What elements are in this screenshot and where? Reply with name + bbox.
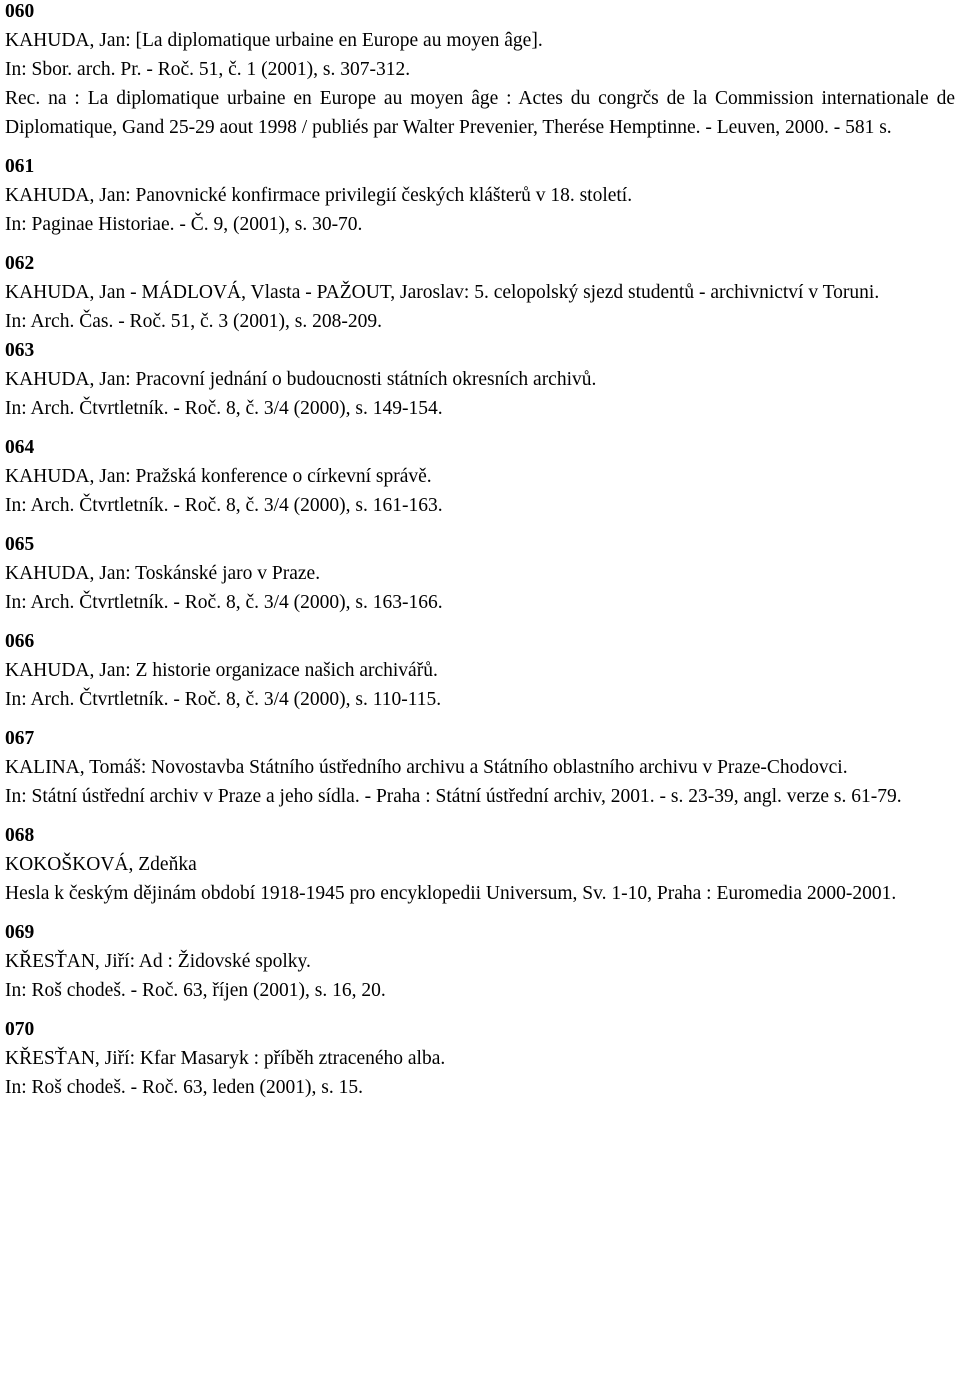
entry-067 <box>5 724 955 811</box>
entry-number: 064 <box>5 437 35 458</box>
entry-title: Hesla k českým dějinám období 1918-1945 pro encyklopedii Universum, Sv. 1-10, Praha : Euromedia 2000-2001. <box>5 883 897 904</box>
entry-number: 061 <box>5 156 35 177</box>
entry-source: In: Roš chodeš. - Roč. 63, leden (2001), s. 15. <box>5 1077 363 1098</box>
entry-source: In: Arch. Čtvrtletník. - Roč. 8, č. 3/4 (2000), s. 110-115. <box>5 689 442 710</box>
entry-number: 069 <box>5 922 35 943</box>
entry-number: 063 <box>5 340 35 361</box>
entry-source: In: Státní ústřední archiv v Praze a jeho sídla. - Praha : Státní ústřední archiv, 2001. - s. 23-39, angl. verze s. 61-79. <box>5 786 902 807</box>
entry-number: 066 <box>5 631 35 652</box>
entry-title: KAHUDA, Jan: Pražská konference o církevní správě. <box>5 466 432 487</box>
bibliography-page <box>5 0 955 1102</box>
entry-066 <box>5 627 955 714</box>
entry-number: 060 <box>5 1 35 22</box>
entry-source: In: Arch. Čtvrtletník. - Roč. 8, č. 3/4 (2000), s. 149-154. <box>5 398 443 419</box>
entry-065 <box>5 530 955 617</box>
entry-author: KOKOŠKOVÁ, Zdeňka <box>5 854 197 875</box>
entry-source: In: Sbor. arch. Pr. - Roč. 51, č. 1 (2001), s. 307-312. <box>5 59 411 80</box>
entry-061 <box>5 152 955 239</box>
entry-number: 070 <box>5 1019 35 1040</box>
entry-title: KAHUDA, Jan: Pracovní jednání o budoucnosti státních okresních archivů. <box>5 369 597 390</box>
entry-title: KŘESŤAN, Jiří: Kfar Masaryk : příběh ztraceného alba. <box>5 1048 446 1069</box>
entry-068 <box>5 821 955 908</box>
entry-063 <box>5 336 955 423</box>
entry-title: KŘESŤAN, Jiří: Ad : Židovské spolky. <box>5 951 311 972</box>
entry-source: In: Roš chodeš. - Roč. 63, říjen (2001), s. 16, 20. <box>5 980 386 1001</box>
entry-review-note: Rec. na : La diplomatique urbaine en Europe au moyen âge : Actes du congrčs de la Commission internationale de Diplomatique, Gand 25-29 aout 1998 / publiés par Walter Prevenier, Therése Hemptinne. - Leuven, 2000. - 581 s. <box>5 88 955 138</box>
entry-source: In: Arch. Čas. - Roč. 51, č. 3 (2001), s. 208-209. <box>5 311 382 332</box>
entry-064 <box>5 433 955 520</box>
entry-source: In: Arch. Čtvrtletník. - Roč. 8, č. 3/4 (2000), s. 163-166. <box>5 592 443 613</box>
entry-069 <box>5 918 955 1005</box>
entry-title: KAHUDA, Jan: Toskánské jaro v Praze. <box>5 563 321 584</box>
entry-title: KAHUDA, Jan: [La diplomatique urbaine en Europe au moyen âge]. <box>5 30 543 51</box>
entry-source: In: Paginae Historiae. - Č. 9, (2001), s. 30-70. <box>5 214 363 235</box>
entry-title: KAHUDA, Jan - MÁDLOVÁ, Vlasta - PAŽOUT, Jaroslav: 5. celopolský sjezd studentů - archivnictví v Toruni. <box>5 282 880 303</box>
entry-070 <box>5 1015 955 1102</box>
entry-number: 067 <box>5 728 35 749</box>
entry-number: 062 <box>5 253 35 274</box>
entry-number: 065 <box>5 534 35 555</box>
entry-title: KAHUDA, Jan: Panovnické konfirmace privilegií českých klášterů v 18. století. <box>5 185 633 206</box>
entry-source: In: Arch. Čtvrtletník. - Roč. 8, č. 3/4 (2000), s. 161-163. <box>5 495 443 516</box>
entry-062 <box>5 249 955 336</box>
entry-number: 068 <box>5 825 35 846</box>
entry-title: KALINA, Tomáš: Novostavba Státního ústředního archivu a Státního oblastního archivu v Praze-Chodovci. <box>5 757 848 778</box>
entry-title: KAHUDA, Jan: Z historie organizace našich archivářů. <box>5 660 438 681</box>
entry-060 <box>5 0 955 142</box>
